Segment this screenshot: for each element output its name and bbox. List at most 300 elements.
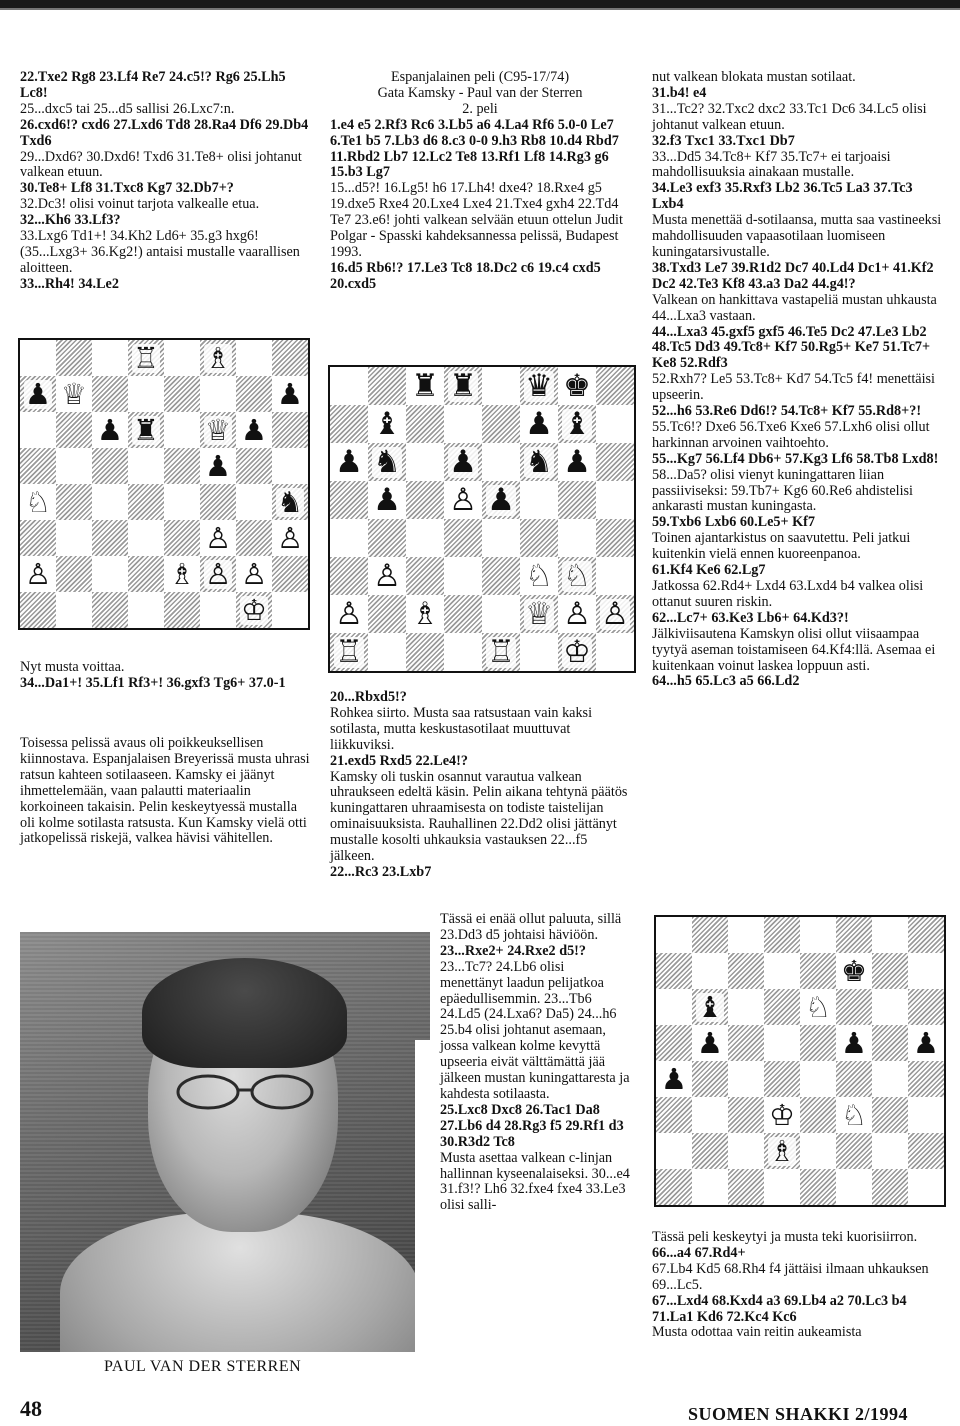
- col3-top-paragraph: 64...h5 65.Lc3 a5 66.Ld2: [652, 673, 800, 690]
- board-square: [236, 412, 272, 448]
- board-square: [692, 917, 728, 953]
- col3-top-paragraph: 31...Tc2? 32.Txc2 dxc2 33.Tc1 Dc6 34.Lc5 olisi johtanut valkean etuun.: [652, 100, 927, 133]
- board-square: [164, 520, 200, 556]
- board-square: [596, 557, 634, 595]
- board-square: [728, 1097, 764, 1133]
- col1-top-text: [20, 70, 310, 293]
- board-square: [444, 367, 482, 405]
- board-square: [836, 1097, 872, 1133]
- col2-narrow-paragraph: 23...Rxe2+ 24.Rxe2 d5!?: [440, 942, 587, 959]
- black-bishop-icon: ♝: [697, 989, 723, 1024]
- col3-bottom-paragraph: 67...Lxd4 68.Kxd4 a3 69.Lb4 a2 70.Lc3 b4 71.La1 Kd6 72.Kc4 Kc6: [652, 1292, 907, 1325]
- white-knight-icon: ♘: [805, 989, 831, 1024]
- col3-top-paragraph: 31.b4! e4: [652, 84, 707, 101]
- col3-top-paragraph: 59.Txb6 Lxb6 60.Le5+ Kf7: [652, 514, 815, 531]
- white-rook-icon: ♖: [487, 633, 515, 670]
- board-square: [656, 989, 692, 1025]
- board-square: [92, 484, 128, 520]
- board-square: [558, 367, 596, 405]
- board-square: [482, 405, 520, 443]
- board-square: [728, 1133, 764, 1169]
- col3-bottom-paragraph: 66...a4 67.Rd4+: [652, 1244, 746, 1261]
- board-square: [908, 917, 944, 953]
- board-square: [56, 520, 92, 556]
- black-pawn-icon: ♟: [697, 1025, 723, 1060]
- board-square: [558, 595, 596, 633]
- board-square: [908, 1133, 944, 1169]
- col1-top-paragraph: 29...Dxd6? 30.Dxd6! Txd6 31.Te8+ olisi johtanut valkean etuun.: [20, 148, 302, 181]
- board-square: [20, 556, 56, 592]
- board-square: [444, 595, 482, 633]
- col2-mid-text: [330, 690, 630, 881]
- board-square: [800, 917, 836, 953]
- board-square: [836, 917, 872, 953]
- white-knight-icon: ♘: [525, 557, 553, 594]
- board-square: [200, 448, 236, 484]
- col3-top-paragraph: Valkean on hankittava vastapeliä mustan uhkausta 44...Lxa3 vastaan.: [652, 291, 937, 324]
- black-knight-icon: ♞: [373, 443, 401, 480]
- board-square: [236, 520, 272, 556]
- white-queen-icon: ♕: [525, 595, 553, 632]
- board-square: [236, 556, 272, 592]
- board-square: [272, 448, 308, 484]
- black-queen-icon: ♛: [525, 367, 553, 404]
- board-square: [692, 1061, 728, 1097]
- board-square: [164, 448, 200, 484]
- board-square: [56, 340, 92, 376]
- black-rook-icon: ♜: [411, 367, 439, 404]
- black-pawn-icon: ♟: [661, 1061, 687, 1096]
- black-pawn-icon: ♟: [97, 412, 123, 447]
- board-square: [330, 633, 368, 671]
- col3-top-paragraph: 38.Txd3 Le7 39.R1d2 Dc7 40.Ld4 Dc1+ 41.Kf2 Dc2 42.Te3 Kf8 43.a3 Da2 44.g4!?: [652, 259, 934, 292]
- board-square: [236, 484, 272, 520]
- board-square: [596, 405, 634, 443]
- board-square: [368, 405, 406, 443]
- col3-top-paragraph: Toinen ajantarkistus on saavutettu. Peli jatkui kuitenkin vielä ennen kuoreenpanoa.: [652, 530, 911, 563]
- white-queen-icon: ♕: [61, 376, 87, 411]
- board-square: [908, 953, 944, 989]
- board-square: [200, 376, 236, 412]
- board-square: [764, 1061, 800, 1097]
- board-square: [482, 557, 520, 595]
- white-pawn-icon: ♙: [277, 520, 303, 555]
- board-square: [128, 484, 164, 520]
- board-square: [20, 340, 56, 376]
- col2-narrow-paragraph: 25.Lxc8 Dxc8 26.Tac1 Da8 27.Lb6 d4 28.Rg3 f5 29.Rf1 d3 30.R3d2 Tc8: [440, 1101, 624, 1150]
- col3-bottom-paragraph: Tässä peli keskeytyi ja musta teki kuorisiirron.: [652, 1229, 918, 1245]
- col3-top-paragraph: 33...Dd5 34.Tc8+ Kf7 35.Tc7+ ei tarjoaisi mahdollisuuksia ainakaan mustalle.: [652, 148, 891, 181]
- board-square: [406, 519, 444, 557]
- board-square: [164, 340, 200, 376]
- board-square: [200, 520, 236, 556]
- col2-mid-paragraph: 20...Rbxd5!?: [330, 689, 407, 705]
- board-square: [128, 340, 164, 376]
- board-square: [872, 917, 908, 953]
- board-square: [764, 917, 800, 953]
- col2-mid-paragraph: 22...Rc3 23.Lxb7: [330, 863, 432, 880]
- col3-top-paragraph: 58...Da5? olisi vienyt kuningattaren liian passiiviseksi: 59.Tb7+ Kg6 60.Re6 ahdistelisi ankarasti mustan kuningasta.: [652, 466, 914, 515]
- col1-mid-paragraph: Nyt musta voittaa.: [20, 659, 125, 675]
- board-square: [406, 481, 444, 519]
- white-bishop-icon: ♗: [205, 340, 231, 375]
- board-square: [596, 481, 634, 519]
- col1-top-paragraph: 25...dxc5 tai 25...d5 sallisi 26.Lxc7:n.: [20, 100, 235, 117]
- col2-mid-paragraph: Rohkea siirto. Musta saa ratsustaan vain kaksi sotilasta, mutta keskustasotilaat muuttuvat liikkuviksi.: [330, 704, 593, 753]
- chess-diagram-2: [328, 365, 636, 673]
- col3-top-paragraph: Jatkossa 62.Rd4+ Lxd4 63.Lxd4 b4 valkea olisi ottanut suuren riskin.: [652, 578, 924, 610]
- page-number: 48: [20, 1396, 42, 1421]
- black-knight-icon: ♞: [277, 484, 303, 519]
- black-pawn-icon: ♟: [373, 481, 401, 518]
- col1-top-paragraph: 26.cxd6!? cxd6 27.Lxd6 Td8 28.Ra4 Df6 29.Db4 Txd6: [20, 116, 309, 149]
- board-square: [128, 520, 164, 556]
- board-square: [872, 1025, 908, 1061]
- board-square: [728, 1061, 764, 1097]
- board-square: [482, 633, 520, 671]
- board-square: [728, 917, 764, 953]
- col2-top-paragraph: 2. peli: [462, 100, 498, 117]
- col3-top-text: [652, 70, 947, 690]
- board-square: [164, 412, 200, 448]
- white-knight-icon: ♘: [841, 1097, 867, 1132]
- board-square: [908, 1025, 944, 1061]
- top-border: [0, 0, 960, 8]
- black-pawn-icon: ♟: [487, 481, 515, 518]
- black-pawn-icon: ♟: [25, 376, 51, 411]
- board-square: [406, 633, 444, 671]
- black-pawn-icon: ♟: [913, 1025, 939, 1060]
- board-square: [406, 557, 444, 595]
- white-rook-icon: ♖: [133, 340, 159, 375]
- black-king-icon: ♚: [563, 367, 591, 404]
- col2-mid-paragraph: Kamsky oli tuskin osannut varautua valkean uhraukseen edeltä käsin. Pelin aikana tehtynä päätös kuningattaren uhraamisesta on todiste taistelijan ominaisuuksista. Rauhallinen 22.Dd2 olisi jättänyt mustalle kosolti uhkauksia vastauksen 22...f5 jälkeen.: [330, 768, 628, 865]
- col2-top-paragraph: 16.d5 Rb6!? 17.Le3 Tc8 18.Dc2 c6 19.c4 cxd5 20.cxd5: [330, 259, 601, 292]
- white-bishop-icon: ♗: [411, 595, 439, 632]
- white-pawn-icon: ♙: [563, 595, 591, 632]
- board-square: [596, 519, 634, 557]
- board-square: [128, 556, 164, 592]
- top-border-shadow: [0, 8, 960, 10]
- board-square: [836, 1133, 872, 1169]
- magazine-footer: SUOMEN SHAKKI 2/1994: [688, 1404, 909, 1424]
- board-square: [558, 557, 596, 595]
- white-pawn-icon: ♙: [601, 595, 629, 632]
- black-bishop-icon: ♝: [373, 405, 401, 442]
- board-square: [56, 484, 92, 520]
- white-pawn-icon: ♙: [449, 481, 477, 518]
- board-square: [368, 367, 406, 405]
- black-rook-icon: ♜: [449, 367, 477, 404]
- col2-mid-paragraph: 21.exd5 Rxd5 22.Le4!?: [330, 752, 468, 769]
- board-square: [764, 1097, 800, 1133]
- black-pawn-icon: ♟: [525, 405, 553, 442]
- board-square: [272, 376, 308, 412]
- board-square: [368, 481, 406, 519]
- board-square: [520, 367, 558, 405]
- black-pawn-icon: ♟: [205, 448, 231, 483]
- col3-top-paragraph: 32.f3 Txc1 33.Txc1 Db7: [652, 132, 795, 149]
- board-square: [482, 367, 520, 405]
- board-square: [272, 556, 308, 592]
- board-square: [20, 376, 56, 412]
- col2-narrow-paragraph: Musta asettaa valkean c-linjan hallinnan kyseenalaiseksi. 30...e4 31.f3!? Lh6 32.fxe4 fxe4 33.Le3 olisi salli-: [440, 1149, 630, 1214]
- board-square: [836, 1061, 872, 1097]
- board-square: [236, 376, 272, 412]
- white-king-icon: ♔: [769, 1097, 795, 1132]
- board-square: [656, 1097, 692, 1133]
- board-square: [836, 1025, 872, 1061]
- board-square: [692, 1169, 728, 1205]
- board-square: [836, 953, 872, 989]
- board-square: [836, 1169, 872, 1205]
- board-square: [444, 481, 482, 519]
- col2-narrow-paragraph: Tässä ei enää ollut paluuta, sillä 23.Dd3 d5 johtaisi häviöön.: [440, 911, 622, 943]
- board-square: [92, 340, 128, 376]
- board-square: [406, 443, 444, 481]
- board-square: [800, 989, 836, 1025]
- board-square: [56, 412, 92, 448]
- board-square: [444, 633, 482, 671]
- black-king-icon: ♚: [841, 953, 867, 988]
- col3-bottom-paragraph: Musta odottaa vain reitin aukeamista: [652, 1324, 862, 1341]
- board-square: [406, 595, 444, 633]
- col1-top-paragraph: 32...Kh6 33.Lf3?: [20, 212, 121, 229]
- board-square: [800, 953, 836, 989]
- board-square: [596, 633, 634, 671]
- black-pawn-icon: ♟: [841, 1025, 867, 1060]
- board-square: [692, 953, 728, 989]
- col1-top-paragraph: 22.Txe2 Rg8 23.Lf4 Re7 24.c5!? Rg6 25.Lh5 Lc8!: [20, 69, 286, 101]
- board-square: [20, 448, 56, 484]
- black-pawn-icon: ♟: [335, 443, 363, 480]
- white-pawn-icon: ♙: [335, 595, 363, 632]
- board-square: [558, 481, 596, 519]
- player-photo: [20, 932, 430, 1352]
- board-square: [128, 412, 164, 448]
- board-square: [800, 1025, 836, 1061]
- board-square: [656, 953, 692, 989]
- board-square: [200, 484, 236, 520]
- black-rook-icon: ♜: [133, 412, 159, 447]
- board-square: [656, 917, 692, 953]
- board-square: [200, 340, 236, 376]
- col3-top-paragraph: 52.Rxh7? Le5 53.Tc8+ Kd7 54.Tc5 f4! menettäisi upseerin.: [652, 371, 936, 404]
- board-square: [520, 519, 558, 557]
- chess-diagram-1: [18, 338, 310, 630]
- photo-text-gutter: [415, 1040, 435, 1352]
- white-knight-icon: ♘: [563, 557, 591, 594]
- board-square: [596, 367, 634, 405]
- board-square: [558, 633, 596, 671]
- white-pawn-icon: ♙: [373, 557, 401, 594]
- board-square: [368, 633, 406, 671]
- col3-top-paragraph: 34.Le3 exf3 35.Rxf3 Lb2 36.Tc5 La3 37.Tc3 Lxb4: [652, 180, 913, 213]
- board-square: [272, 340, 308, 376]
- board-square: [520, 443, 558, 481]
- board-square: [330, 519, 368, 557]
- board-square: [56, 592, 92, 628]
- col3-top-paragraph: nut valkean blokata mustan sotilaat.: [652, 69, 856, 85]
- board-square: [656, 1169, 692, 1205]
- white-queen-icon: ♕: [205, 412, 231, 447]
- board-square: [728, 989, 764, 1025]
- board-square: [56, 376, 92, 412]
- col1-top-paragraph: 33.Lxg6 Td1+! 34.Kh2 Ld6+ 35.g3 hxg6! (35...Lxg3+ 36.Kg2!) antaisi mustalle vaarallisen aloitteen.: [20, 228, 300, 276]
- board-square: [20, 592, 56, 628]
- board-square: [908, 1097, 944, 1133]
- photo-body: [60, 1212, 420, 1352]
- board-square: [872, 1097, 908, 1133]
- board-square: [520, 481, 558, 519]
- white-pawn-icon: ♙: [25, 556, 51, 591]
- board-square: [128, 376, 164, 412]
- board-square: [800, 1133, 836, 1169]
- board-square: [236, 592, 272, 628]
- board-square: [200, 412, 236, 448]
- col2-top-text: [330, 70, 630, 293]
- col2-narrow-paragraph: 23...Tc7? 24.Lb6 olisi menettänyt laadun pelijatkoa epäedullisemmin. 23...Tb6 24.Ld5 (24.Lxa6? Da5) 24...h6 25.b4 olisi johtanut asemaan, jossa valkean kolme kevyttä upseeria eivät välttämättä jää jälkeen mustan kuningattaresta ja kahdesta sotilaasta.: [440, 958, 630, 1102]
- chess-diagram-3: [654, 915, 946, 1207]
- board-square: [764, 1025, 800, 1061]
- board-square: [56, 556, 92, 592]
- board-square: [330, 595, 368, 633]
- board-square: [908, 1061, 944, 1097]
- board-square: [800, 1097, 836, 1133]
- col1-mid-paragraph: 34...Da1+! 35.Lf1 Rf3+! 36.gxf3 Tg6+ 37.0-1: [20, 674, 286, 691]
- board-square: [444, 443, 482, 481]
- board-square: [872, 989, 908, 1025]
- board-square: [872, 1061, 908, 1097]
- col3-top-paragraph: 52...h6 53.Re6 Dd6!? 54.Tc8+ Kf7 55.Rd8+?!: [652, 403, 922, 420]
- board-square: [872, 1169, 908, 1205]
- board-square: [692, 1133, 728, 1169]
- board-square: [368, 519, 406, 557]
- board-square: [764, 953, 800, 989]
- white-bishop-icon: ♗: [169, 556, 195, 591]
- board-square: [656, 1025, 692, 1061]
- board-square: [330, 443, 368, 481]
- col1-bottom-paragraph: Toisessa pelissä avaus oli poikkeuksellisen kiinnostava. Espanjalaisen Breyerissä musta uhrasi ratsun kahteen sotilaaseen. Kamsky ei jäänyt ihmettelemään, vaan palautti materiaalin korkoineen takaisin. Pelin keskeytyessä mustalla oli kolme sotilasta ratsusta. Kun Kamsky vielä otti jatkopelissä riskejä, valkea hävisi vähitellen.: [20, 735, 310, 847]
- board-square: [92, 376, 128, 412]
- board-square: [56, 448, 92, 484]
- board-square: [908, 1169, 944, 1205]
- board-square: [236, 448, 272, 484]
- board-square: [692, 1025, 728, 1061]
- col2-top-paragraph: 15...d5?! 16.Lg5! h6 17.Lh4! dxe4? 18.Rxe4 g5 19.dxe5 Rxe4 20.Lxe4 Lxe4 21.Txe4 gxh4 22.Td4 Te7 23.e6! johti valkean selvään etuun ottelun Judit Polgar - Spasski kahdeksannessa pelissä, Budapest 1993.: [330, 180, 623, 260]
- board-square: [236, 340, 272, 376]
- col3-top-paragraph: 55...Kg7 56.Lf4 Db6+ 57.Kg3 Lf6 58.Tb8 Lxd8!: [652, 450, 939, 467]
- board-square: [272, 484, 308, 520]
- white-pawn-icon: ♙: [205, 556, 231, 591]
- board-square: [800, 1169, 836, 1205]
- board-square: [92, 592, 128, 628]
- black-pawn-icon: ♟: [449, 443, 477, 480]
- board-square: [656, 1133, 692, 1169]
- board-square: [558, 519, 596, 557]
- board-square: [764, 1133, 800, 1169]
- board-square: [482, 443, 520, 481]
- col3-top-paragraph: 61.Kf4 Ke6 62.Lg7: [652, 562, 766, 579]
- board-square: [764, 1169, 800, 1205]
- board-square: [728, 1169, 764, 1205]
- board-square: [20, 412, 56, 448]
- board-square: [444, 557, 482, 595]
- white-pawn-icon: ♙: [205, 520, 231, 555]
- board-square: [692, 1097, 728, 1133]
- board-square: [728, 1025, 764, 1061]
- board-square: [92, 448, 128, 484]
- board-square: [164, 556, 200, 592]
- col2-top-paragraph: Espanjalainen peli (C95-17/74): [390, 69, 570, 85]
- board-square: [128, 592, 164, 628]
- board-square: [656, 1061, 692, 1097]
- white-king-icon: ♔: [563, 633, 591, 670]
- black-pawn-icon: ♟: [241, 412, 267, 447]
- board-square: [692, 989, 728, 1025]
- black-pawn-icon: ♟: [277, 376, 303, 411]
- col3-top-paragraph: Musta menettää d-sotilaansa, mutta saa vastineeksi mahdollisuuden vapaasotilaan luomiseen kuningatarsivustalle.: [652, 212, 942, 260]
- board-square: [444, 519, 482, 557]
- board-square: [330, 481, 368, 519]
- board-square: [164, 592, 200, 628]
- board-square: [330, 557, 368, 595]
- board-square: [728, 953, 764, 989]
- board-square: [908, 989, 944, 1025]
- board-square: [482, 519, 520, 557]
- board-square: [558, 405, 596, 443]
- white-rook-icon: ♖: [335, 633, 363, 670]
- col1-bottom-text: [20, 736, 310, 847]
- board-square: [164, 484, 200, 520]
- board-square: [92, 520, 128, 556]
- board-square: [406, 367, 444, 405]
- board-square: [128, 448, 164, 484]
- black-bishop-icon: ♝: [563, 405, 591, 442]
- photo-caption: PAUL VAN DER STERREN: [104, 1358, 302, 1375]
- board-square: [520, 557, 558, 595]
- white-bishop-icon: ♗: [769, 1133, 795, 1168]
- col3-bottom-text: [652, 1230, 947, 1341]
- photo-glasses: [170, 1072, 320, 1112]
- board-square: [272, 412, 308, 448]
- board-square: [872, 953, 908, 989]
- board-square: [406, 405, 444, 443]
- board-square: [368, 557, 406, 595]
- board-square: [872, 1133, 908, 1169]
- board-square: [764, 989, 800, 1025]
- col2-narrow-text: [440, 912, 630, 1214]
- board-square: [368, 595, 406, 633]
- board-square: [272, 520, 308, 556]
- col3-top-paragraph: 55.Tc6!? Dxe6 56.Txe6 Kxe6 57.Lxh6 olisi ollut harkinnan arvoinen vaihtoehto.: [652, 418, 930, 451]
- col1-mid-text: [20, 660, 310, 692]
- board-square: [92, 412, 128, 448]
- board-square: [368, 443, 406, 481]
- board-square: [330, 405, 368, 443]
- board-square: [836, 989, 872, 1025]
- board-square: [558, 443, 596, 481]
- board-square: [92, 556, 128, 592]
- white-king-icon: ♔: [241, 592, 267, 627]
- board-square: [330, 367, 368, 405]
- col1-top-paragraph: 33...Rh4! 34.Le2: [20, 275, 119, 292]
- col3-bottom-paragraph: 67.Lb4 Kd5 68.Rh4 f4 jättäisi ilmaan uhkauksen 69...Lc5.: [652, 1260, 929, 1293]
- col2-top-paragraph: Gata Kamsky - Paul van der Sterren: [377, 84, 583, 101]
- board-square: [800, 1061, 836, 1097]
- board-square: [200, 556, 236, 592]
- board-square: [272, 592, 308, 628]
